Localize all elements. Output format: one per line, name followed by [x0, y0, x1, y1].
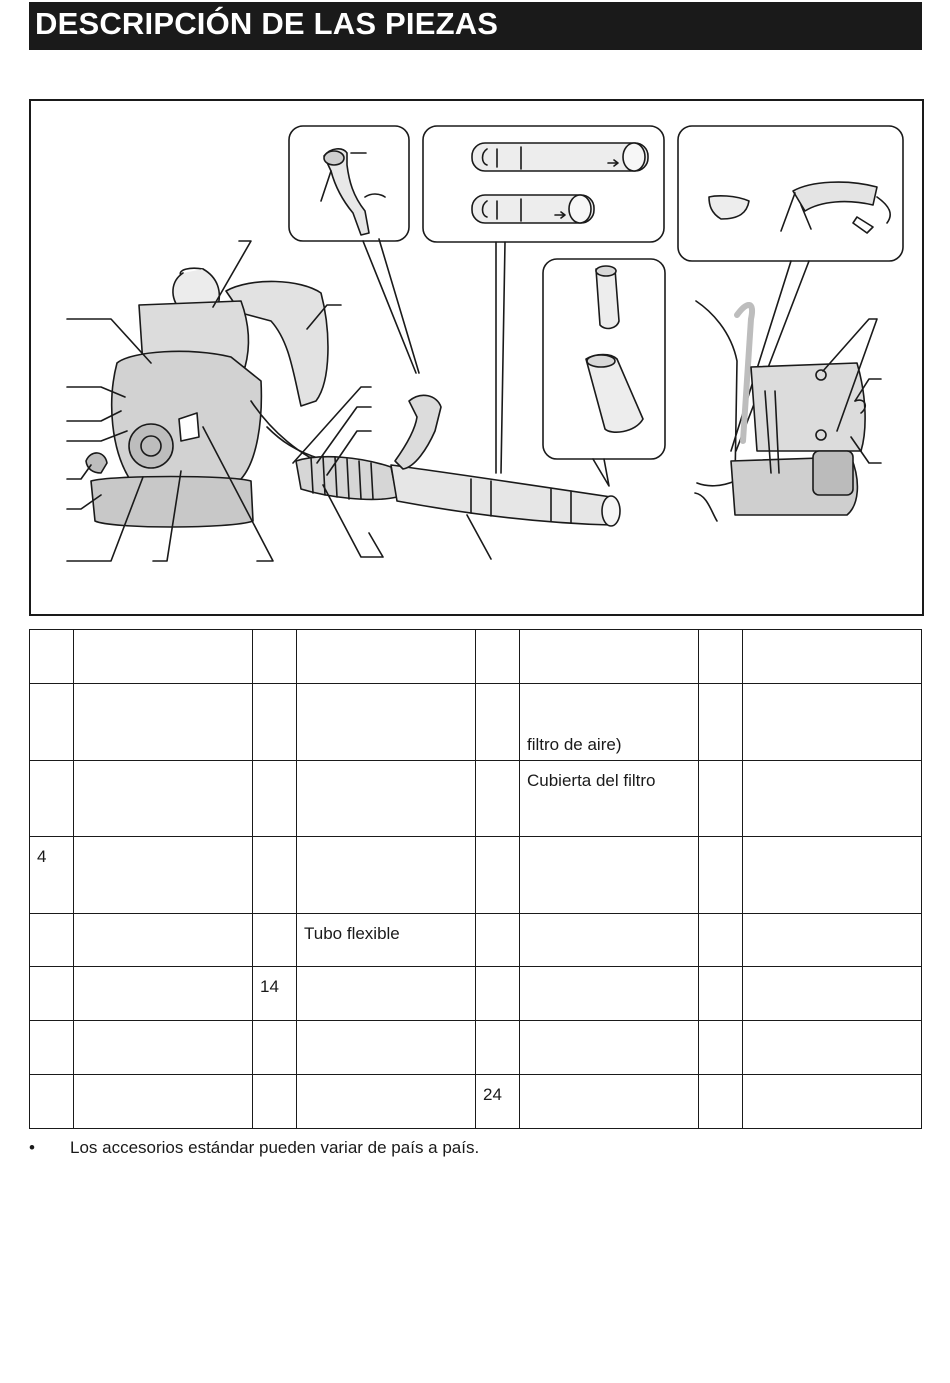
table-cell [30, 914, 74, 967]
table-row [30, 1075, 922, 1129]
table-cell [74, 914, 253, 967]
table-cell [743, 1021, 922, 1075]
table-cell [297, 837, 476, 914]
table-cell: filtro de aire) [520, 684, 699, 761]
table-cell [520, 1021, 699, 1075]
table-cell [743, 914, 922, 967]
table-cell [743, 1075, 922, 1129]
table-row [30, 914, 922, 967]
table-row [30, 1021, 922, 1075]
table-cell: 24 [476, 1075, 520, 1129]
table-cell [30, 1021, 74, 1075]
pipe-set-callout [423, 126, 664, 242]
table-cell [699, 967, 743, 1021]
table-cell [699, 1021, 743, 1075]
table-cell [520, 630, 699, 684]
table-cell [297, 967, 476, 1021]
table-cell [74, 761, 253, 837]
table-cell [699, 684, 743, 761]
table-cell [30, 967, 74, 1021]
table-cell [699, 1075, 743, 1129]
table-cell [253, 630, 297, 684]
table-cell [743, 761, 922, 837]
bullet-marker: • [29, 1138, 35, 1157]
table-cell [30, 630, 74, 684]
section-title-bar [29, 2, 922, 50]
table-cell [297, 1075, 476, 1129]
table-cell [520, 967, 699, 1021]
throttle-grip-callout [289, 126, 409, 241]
table-cell [520, 837, 699, 914]
table-cell [476, 1021, 520, 1075]
parts-table [29, 629, 922, 1129]
blower-main-view [67, 241, 620, 561]
accessories-callout [678, 126, 903, 261]
table-cell: Tubo flexible [297, 914, 476, 967]
table-cell [74, 1021, 253, 1075]
table-cell [297, 630, 476, 684]
table-row [30, 630, 922, 684]
table-cell [476, 630, 520, 684]
table-cell [743, 684, 922, 761]
table-cell [253, 837, 297, 914]
blower-side-view [695, 301, 881, 521]
table-cell [520, 914, 699, 967]
table-cell [476, 914, 520, 967]
table-cell: Cubierta del filtro [520, 761, 699, 837]
page-title: DESCRIPCIÓN DE LAS PIEZAS [35, 6, 499, 41]
table-cell: 4 [30, 837, 74, 914]
table-cell [253, 914, 297, 967]
table-cell [30, 684, 74, 761]
parts-illustration [29, 99, 924, 616]
table-cell [476, 837, 520, 914]
table-cell [699, 630, 743, 684]
table-cell [476, 684, 520, 761]
table-cell [699, 837, 743, 914]
table-cell [297, 761, 476, 837]
table-row [30, 761, 922, 837]
table-cell [74, 1075, 253, 1129]
table-cell [699, 761, 743, 837]
table-cell [30, 1075, 74, 1129]
table-row [30, 967, 922, 1021]
table-cell [476, 967, 520, 1021]
table-cell [253, 761, 297, 837]
table-cell [74, 684, 253, 761]
table-cell [297, 684, 476, 761]
table-cell [743, 630, 922, 684]
table-cell [74, 837, 253, 914]
table-cell [253, 684, 297, 761]
table-cell [30, 761, 74, 837]
table-cell [74, 967, 253, 1021]
table-row [30, 684, 922, 761]
note-text: Los accesorios estándar pueden variar de país a país. [70, 1138, 480, 1157]
table-row [30, 837, 922, 914]
nozzles-callout [543, 259, 665, 459]
table-cell [476, 761, 520, 837]
table-cell [74, 630, 253, 684]
table-cell: 14 [253, 967, 297, 1021]
table-cell [743, 967, 922, 1021]
table-cell [297, 1021, 476, 1075]
table-cell [520, 1075, 699, 1129]
table-cell [253, 1075, 297, 1129]
table-cell [699, 914, 743, 967]
table-cell [253, 1021, 297, 1075]
table-cell [743, 837, 922, 914]
